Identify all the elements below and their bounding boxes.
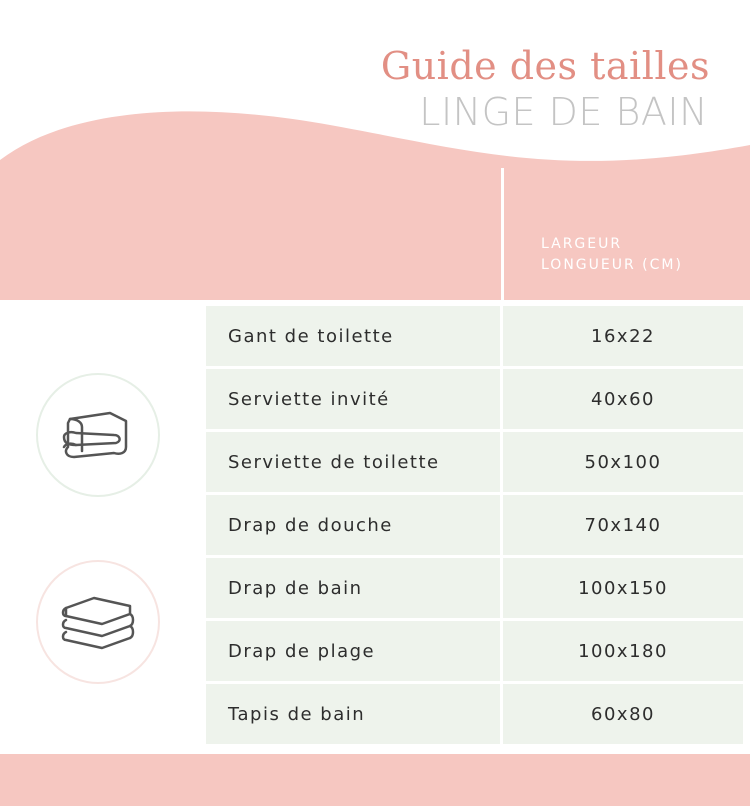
item-name: Gant de toilette [206,306,500,366]
item-size: 100x180 [503,621,743,681]
item-name: Drap de douche [206,495,500,555]
table-row [206,369,743,429]
item-name: Serviette invité [206,369,500,429]
folded-towel-icon [60,407,136,463]
item-size: 16x22 [503,306,743,366]
page-subtitle: LINGE DE BAIN [419,90,708,134]
footer-band [0,754,750,806]
item-size: 60x80 [503,684,743,744]
page-title: Guide des tailles [380,44,710,88]
size-column-header-line1: LARGEUR [541,236,623,252]
size-column-header [541,234,683,276]
column-divider [501,168,504,300]
size-column-header-line2: LONGUEUR (CM) [541,257,683,273]
table-row [206,621,743,681]
table-row [206,432,743,492]
stacked-towels-badge [36,560,160,684]
item-name: Drap de plage [206,621,500,681]
item-name: Tapis de bain [206,684,500,744]
folded-towel-badge [36,373,160,497]
table-row [206,306,743,366]
table-row [206,495,743,555]
item-size: 40x60 [503,369,743,429]
item-name: Drap de bain [206,558,500,618]
table-row [206,558,743,618]
item-size: 70x140 [503,495,743,555]
stacked-towels-icon [58,594,138,650]
item-name: Serviette de toilette [206,432,500,492]
table-row [206,684,743,744]
item-size: 50x100 [503,432,743,492]
item-size: 100x150 [503,558,743,618]
size-table [206,306,743,747]
